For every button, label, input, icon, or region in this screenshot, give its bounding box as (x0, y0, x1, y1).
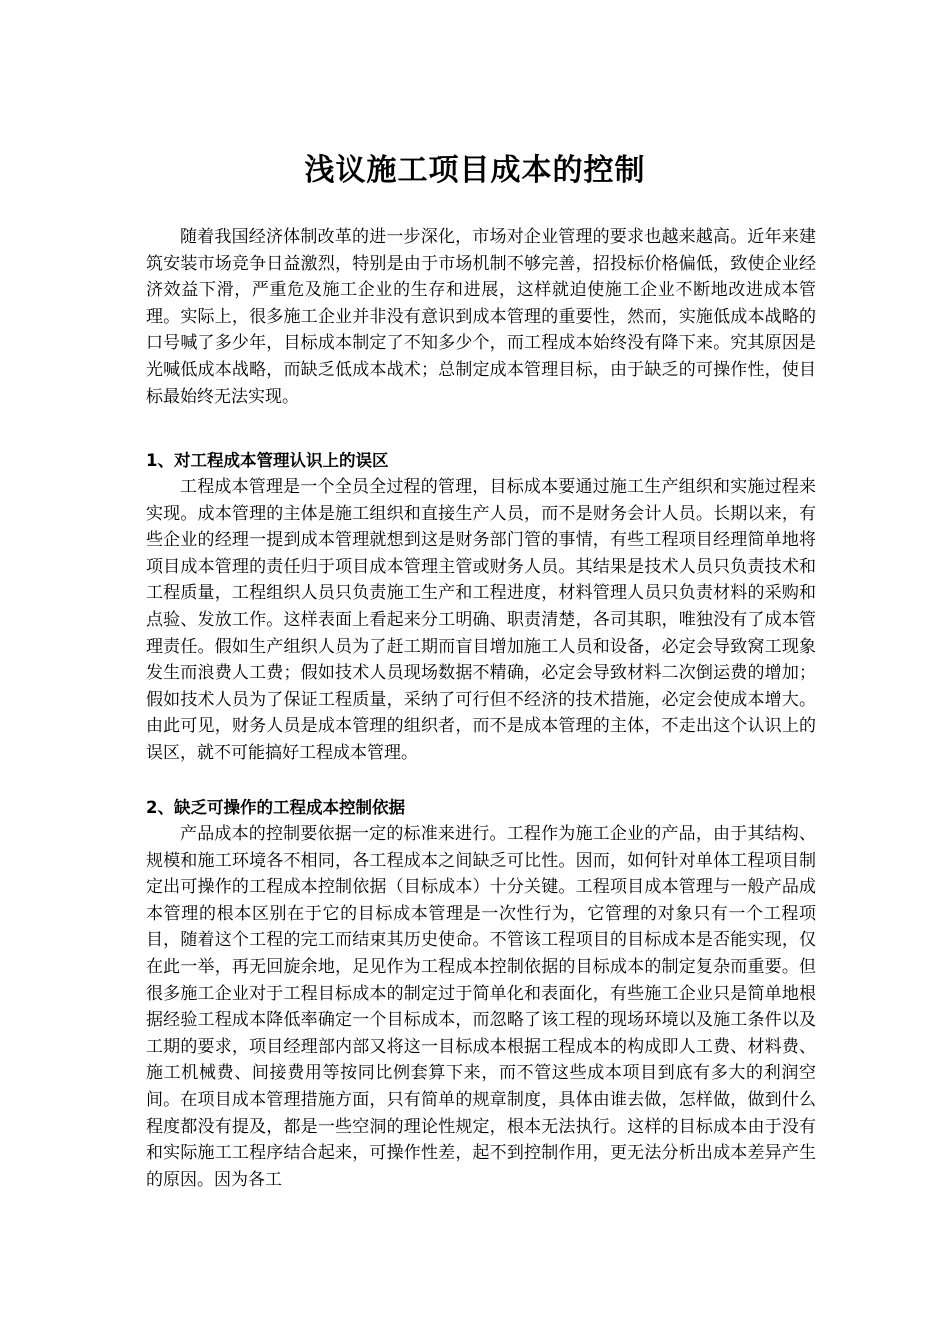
section-1-heading: 1、对工程成本管理认识上的误区 (146, 451, 389, 470)
section-2-paragraph: 产品成本的控制要依据一定的标准来进行。工程作为施工企业的产品，由于其结构、规模和施工环境各不相同，各工程成本之间缺乏可比性。因而，如何针对单体工程项目制定出可操作的工程成本控制依据（目标成本）十分关键。工程项目成本管理与一般产品成本管理的根本区别在于它的目标成本管理是一次性行为，它管理的对象只有一个工程项目，随着这个工程的完工而结束其历史使命。不管该工程项目的目标成本是否能实现，仅在此一举，再无回旋余地，足见作为工程成本控制依据的目标成本的制定复杂而重要。但很多施工企业对于工程目标成本的制定过于简单化和表面化，有些施工企业只是简单地根据经验工程成本降低率确定一个目标成本，而忽略了该工程的现场环境以及施工条件以及工期的要求，项目经理部内部又将这一目标成本根据工程成本的构成即人工费、材料费、施工机械费、间接费用等按同比例套算下来，而不管这些成本项目到底有多大的利润空间。在项目成本管理措施方面，只有简单的规章制度，具体由谁去做，怎样做，做到什么程度都没有提及，都是一些空洞的理论性规定，根本无法执行。这样的目标成本由于没有和实际施工工程序结合起来，可操作性差，起不到控制作用，更无法分析出成本差异产生的原因。因为各工 (146, 824, 816, 1190)
intro-paragraph: 随着我国经济体制改革的进一步深化，市场对企业管理的要求也越来越高。近年来建筑安装市场竞争日益激烈，特别是由于市场机制不够完善，招投标价格偏低，致使企业经济效益下滑，严重危及施工企业的生存和进展，这样就迫使施工企业不断地改进成本管理。实际上，很多施工企业并非没有意识到成本管理的重要性，然而，实施低成本战略的口号喊了多少年，目标成本制定了不知多少个，而工程成本始终没有降下来。究其原因是光喊低成本战略，而缺乏低成本战术；总制定成本管理目标，由于缺乏的可操作性，使目标最始终无法实现。 (146, 227, 816, 407)
section-1-paragraph: 工程成本管理是一个全员全过程的管理，目标成本要通过施工生产组织和实施过程来实现。成本管理的主体是施工组织和直接生产人员，而不是财务会计人员。长期以来，有些企业的经理一提到成本管理就想到这是财务部门管的事情，有些工程项目经理简单地将项目成本管理的责任归于项目成本管理主管或财务人员。其结果是技术人员只负责技术和工程质量，工程组织人员只负责施工生产和工程进度，材料管理人员只负责材料的采购和点验、发放工作。这样表面上看起来分工明确、职责清楚，各司其职，唯独没有了成本管理责任。假如生产组织人员为了赶工期而盲目增加施工人员和设备，必定会导致窝工现象发生而浪费人工费；假如技术人员现场数据不精确，必定会导致材料二次倒运费的增加；假如技术人员为了保证工程质量，采纳了可行但不经济的技术措施，必定会使成本增大。由此可见，财务人员是成本管理的组织者，而不是成本管理的主体，不走出这个认识上的误区，就不可能搞好工程成本管理。 (146, 477, 816, 763)
section-2-heading: 2、缺乏可操作的工程成本控制依据 (146, 798, 405, 817)
document-title: 浅议施工项目成本的控制 (304, 153, 646, 189)
